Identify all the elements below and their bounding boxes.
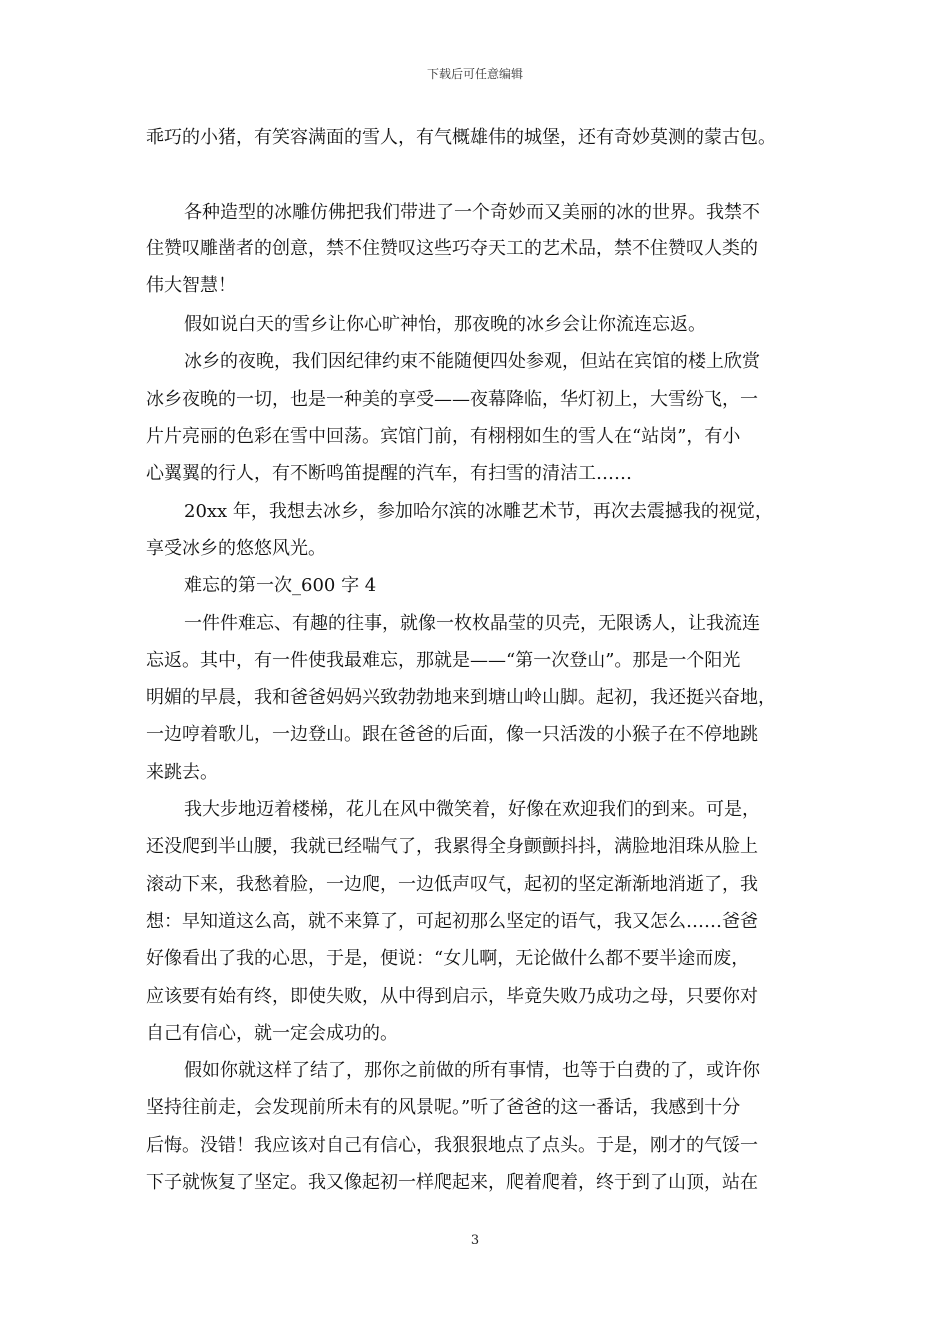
text-line: 忘返。其中，有一件使我最难忘，那就是——“第一次登山”。那是一个阳光 bbox=[146, 650, 741, 671]
text-line: 坚持往前走，会发现前所未有的风景呢。”听了爸爸的这一番话，我感到十分 bbox=[146, 1097, 741, 1118]
text-line: 还没爬到半山腰，我就已经喘气了，我累得全身颤颤抖抖，满脸地泪珠从脸上 bbox=[146, 836, 758, 857]
text-line: 自己有信心，就一定会成功的。 bbox=[146, 1023, 398, 1044]
text-line: 冰乡的夜晚，我们因纪律约束不能随便四处参观，但站在宾馆的楼上欣赏 bbox=[184, 351, 760, 372]
section-title: 难忘的第一次_600 字 4 bbox=[184, 575, 377, 596]
text-line: 来跳去。 bbox=[146, 762, 218, 783]
page-number: 3 bbox=[470, 1233, 480, 1248]
text-line: 一边哼着歌儿，一边登山。跟在爸爸的后面，像一只活泼的小猴子在不停地跳 bbox=[146, 724, 758, 745]
text-line: 下子就恢复了坚定。我又像起初一样爬起来，爬着爬着，终于到了山顶，站在 bbox=[146, 1172, 758, 1193]
text-line: 我大步地迈着楼梯，花儿在风中微笑着，好像在欢迎我们的到来。可是， bbox=[184, 799, 760, 820]
text-line: 伟大智慧！ bbox=[146, 275, 236, 296]
text-line: 享受冰乡的悠悠风光。 bbox=[146, 538, 326, 559]
text-line: 乖巧的小猪，有笑容满面的雪人，有气概雄伟的城堡，还有奇妙莫测的蒙古包。 bbox=[146, 127, 776, 148]
text-line: 明媚的早晨，我和爸爸妈妈兴致勃勃地来到塘山岭山脚。起初，我还挺兴奋地， bbox=[146, 687, 776, 708]
text-line: 片片亮丽的色彩在雪中回荡。宾馆门前，有栩栩如生的雪人在“站岗”，有小 bbox=[146, 426, 741, 447]
page-header: 下载后可任意编辑 bbox=[426, 67, 523, 81]
text-line: 住赞叹雕凿者的创意，禁不住赞叹这些巧夺天工的艺术品，禁不住赞叹人类的 bbox=[146, 238, 758, 259]
text-line: 假如你就这样了结了，那你之前做的所有事情，也等于白费的了，或许你 bbox=[184, 1060, 760, 1081]
text-line: 各种造型的冰雕仿佛把我们带进了一个奇妙而又美丽的冰的世界。我禁不 bbox=[184, 202, 760, 223]
text-line: 好像看出了我的心思，于是，便说：“女儿啊，无论做什么都不要半途而废， bbox=[146, 948, 750, 969]
text-line: 一件件难忘、有趣的往事，就像一枚枚晶莹的贝壳，无限诱人，让我流连 bbox=[184, 613, 760, 634]
text-line: 滚动下来，我愁着脸，一边爬，一边低声叹气，起初的坚定渐渐地消逝了，我 bbox=[146, 874, 758, 895]
text-line: 假如说白天的雪乡让你心旷神怡，那夜晚的冰乡会让你流连忘返。 bbox=[184, 314, 706, 335]
text-line: 20xx 年，我想去冰乡，参加哈尔滨的冰雕艺术节，再次去震撼我的视觉， bbox=[184, 501, 773, 522]
text-line: 想：早知道这么高，就不来算了，可起初那么坚定的语气，我又怎么……爸爸 bbox=[146, 911, 758, 932]
text-line: 心翼翼的行人，有不断鸣笛提醒的汽车，有扫雪的清洁工…… bbox=[146, 463, 632, 484]
text-line: 冰乡夜晚的一切，也是一种美的享受——夜幕降临，华灯初上，大雪纷飞，一 bbox=[146, 389, 758, 410]
text-line: 应该要有始有终，即使失败，从中得到启示，毕竟失败乃成功之母，只要你对 bbox=[146, 986, 758, 1007]
text-line: 后悔。没错！我应该对自己有信心，我狠狠地点了点头。于是，刚才的气馁一 bbox=[146, 1135, 758, 1156]
